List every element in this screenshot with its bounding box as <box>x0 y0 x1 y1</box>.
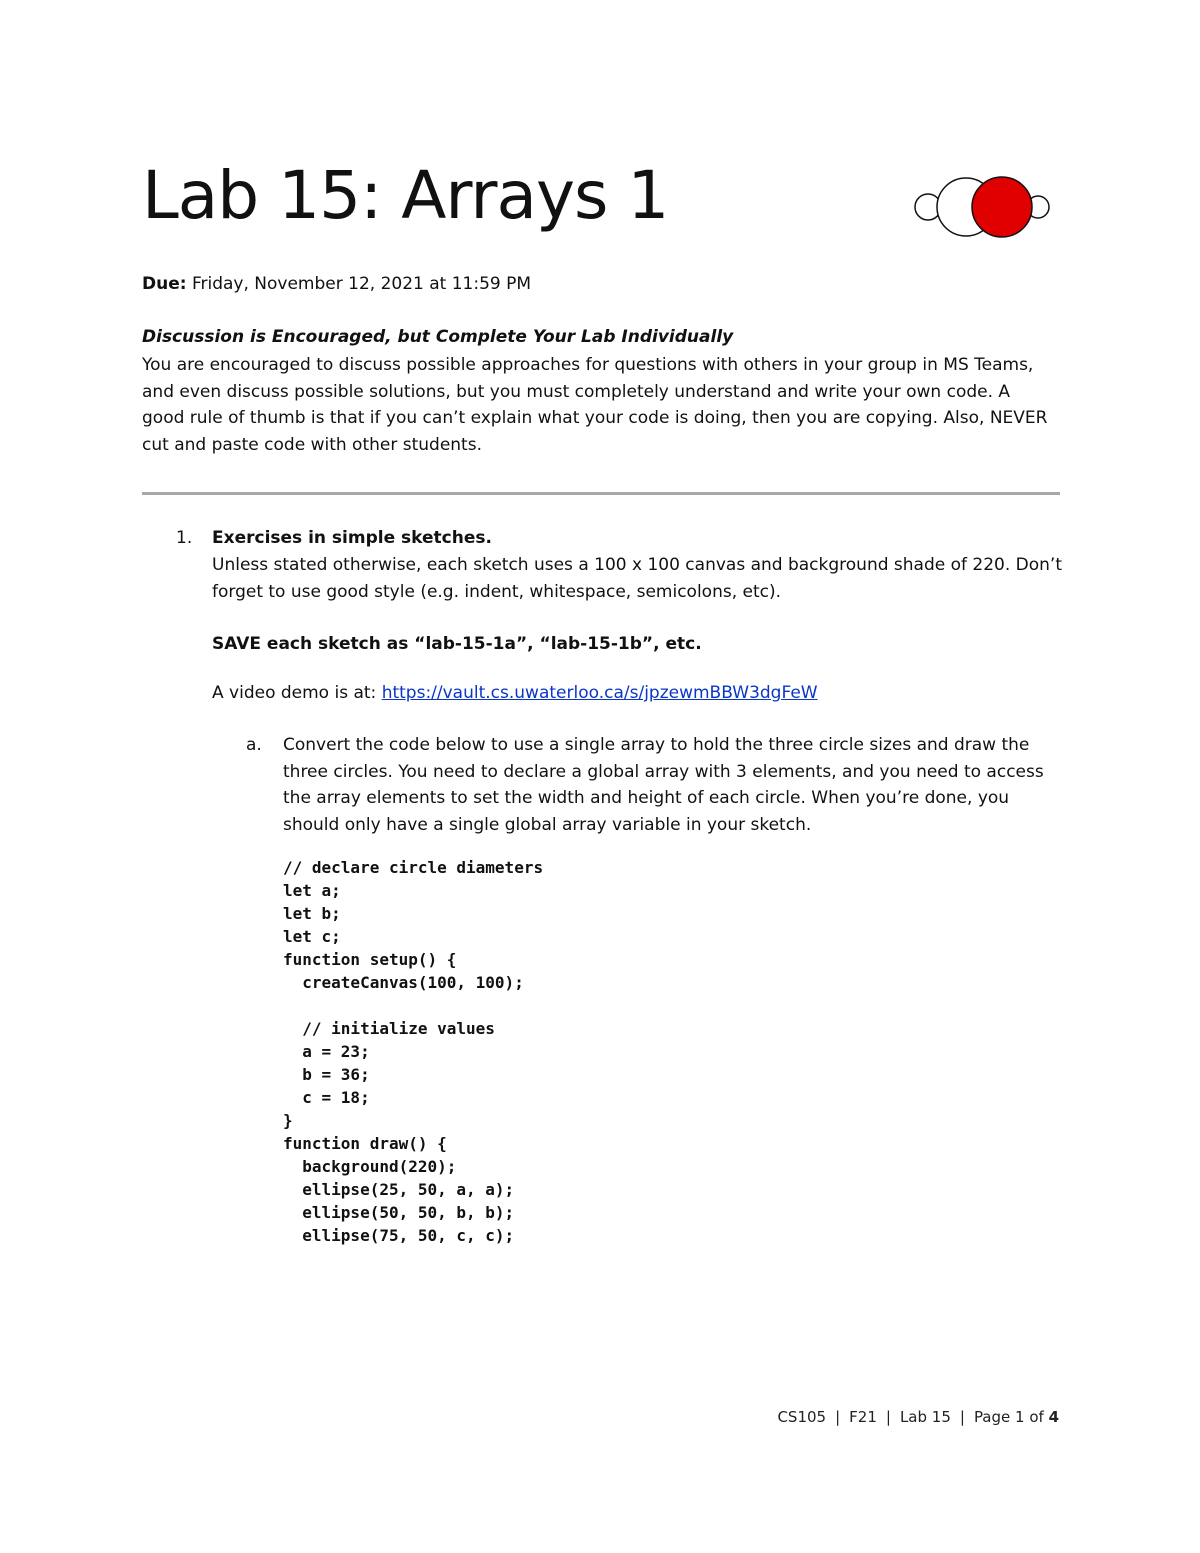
code-line: ellipse(75, 50, c, c); <box>283 1226 515 1245</box>
code-line: } <box>283 1111 293 1130</box>
code-line: ellipse(50, 50, b, b); <box>283 1203 515 1222</box>
circles-logo-icon <box>910 174 1056 238</box>
code-line: ellipse(25, 50, a, a); <box>283 1180 515 1199</box>
footer-lab: Lab 15 <box>899 1408 951 1426</box>
due-label: Due: <box>142 274 187 294</box>
question-description: Unless stated otherwise, each sketch uses a 100 x 100 canvas and background shade of 220. Don’t forget to use good style (e.g. indent, whitespace, semicolons, etc). <box>212 555 1062 602</box>
code-line: createCanvas(100, 100); <box>283 973 524 992</box>
code-line: // initialize values <box>283 1019 495 1038</box>
code-line: let b; <box>283 904 341 923</box>
question-title: Exercises in simple sketches. <box>212 528 492 548</box>
code-line: a = 23; <box>283 1042 370 1061</box>
video-demo-link[interactable]: https://vault.cs.uwaterloo.ca/s/jpzewmBBW3dgFeW <box>381 683 818 703</box>
code-line: function setup() { <box>283 950 457 969</box>
code-line: b = 36; <box>283 1065 370 1084</box>
code-line: let a; <box>283 881 341 900</box>
due-value: Friday, November 12, 2021 at 11:59 PM <box>191 274 532 294</box>
section-divider <box>142 492 1060 495</box>
code-line <box>283 994 543 1017</box>
part-a-letter: a. <box>246 735 262 755</box>
code-line: background(220); <box>283 1157 457 1176</box>
part-a-instructions: Convert the code below to use a single array to hold the three circle sizes and draw the three circles. You need to declare a global array with 3 elements, and you need to access the array elements to set the width and height of each circle. When you’re done, you should only have a single global array variable in your sketch. <box>283 735 1044 835</box>
due-date <box>142 272 531 296</box>
code-line: function draw() { <box>283 1134 447 1153</box>
code-line: c = 18; <box>283 1088 370 1107</box>
question-number: 1. <box>176 528 193 548</box>
code-line: let c; <box>283 927 341 946</box>
page-footer <box>777 1406 1059 1428</box>
discussion-body: You are encouraged to discuss possible approaches for questions with others in your group in MS Teams, and even discuss possible solutions, but you must completely understand and write your own code. A good rule of thumb is that if you can’t explain what your code is doing, then you are copying. Also, NEVER cut and paste code with other students. <box>142 355 1048 455</box>
footer-separator: | <box>885 1408 891 1426</box>
footer-separator: | <box>959 1408 965 1426</box>
footer-page-total: 4 <box>1048 1408 1059 1426</box>
code-line: // declare circle diameters <box>283 858 544 877</box>
video-demo-line <box>212 681 818 705</box>
video-label: A video demo is at: <box>212 683 382 703</box>
footer-separator: | <box>835 1408 841 1426</box>
save-instruction: SAVE each sketch as “lab-15-1a”, “lab-15-1b”, etc. <box>212 634 702 654</box>
code-block <box>283 856 543 1247</box>
discussion-heading: Discussion is Encouraged, but Complete Your Lab Individually <box>142 327 734 347</box>
footer-page-prefix: Page 1 of <box>973 1408 1049 1426</box>
footer-course: CS105 <box>777 1408 827 1426</box>
page-title: Lab 15: Arrays 1 <box>142 157 669 234</box>
footer-term: F21 <box>849 1408 877 1426</box>
